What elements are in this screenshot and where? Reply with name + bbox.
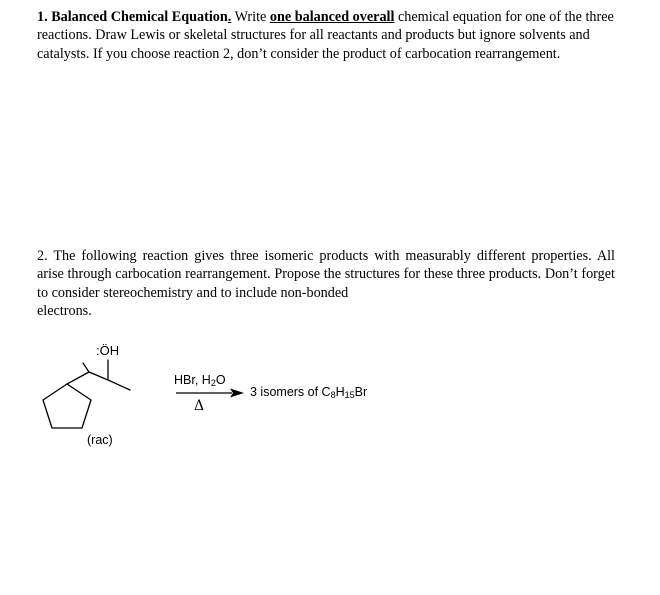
- bond-chain: [89, 372, 108, 380]
- cyclopentane-ring: [43, 384, 91, 428]
- racemic-label: (rac): [87, 433, 113, 447]
- hydroxyl-label: :ÖH: [96, 343, 120, 358]
- question-2-text-last: electrons.: [37, 302, 92, 319]
- product-label: 3 isomers of $C_8H_{15}Br$: [250, 385, 368, 400]
- question-1-intro: Write: [231, 9, 270, 25]
- bond-terminal-methyl: [108, 380, 130, 390]
- bond-methyl: [83, 363, 89, 372]
- reagent-label: HBr, $H_2O$: [174, 373, 226, 388]
- question-1-heading-punct: .: [227, 9, 232, 25]
- question-2-text: 2. The following reaction gives three isomeric products with measurably different properties. All arise through carbocation rearrangement. Propose the structures for these three products. Don’t forget to consider stereochemistry and to include non-bonded: [37, 248, 615, 301]
- reaction-arrow-head: [230, 389, 244, 398]
- question-1-heading: 1. Balanced Chemical Equation: [37, 9, 228, 25]
- heat-symbol: Δ: [194, 398, 205, 414]
- question-1-emphasis: one balanced overall: [269, 9, 395, 25]
- question-1-body: chemical equation for one of the three reactions. Draw Lewis or skeletal structures for all reactants and products but ignore solvents and catalysts. If you choose reaction 2, don’t consider the product of carbocation rearrangement.: [37, 9, 614, 62]
- bond-ring-chain: [67, 372, 89, 384]
